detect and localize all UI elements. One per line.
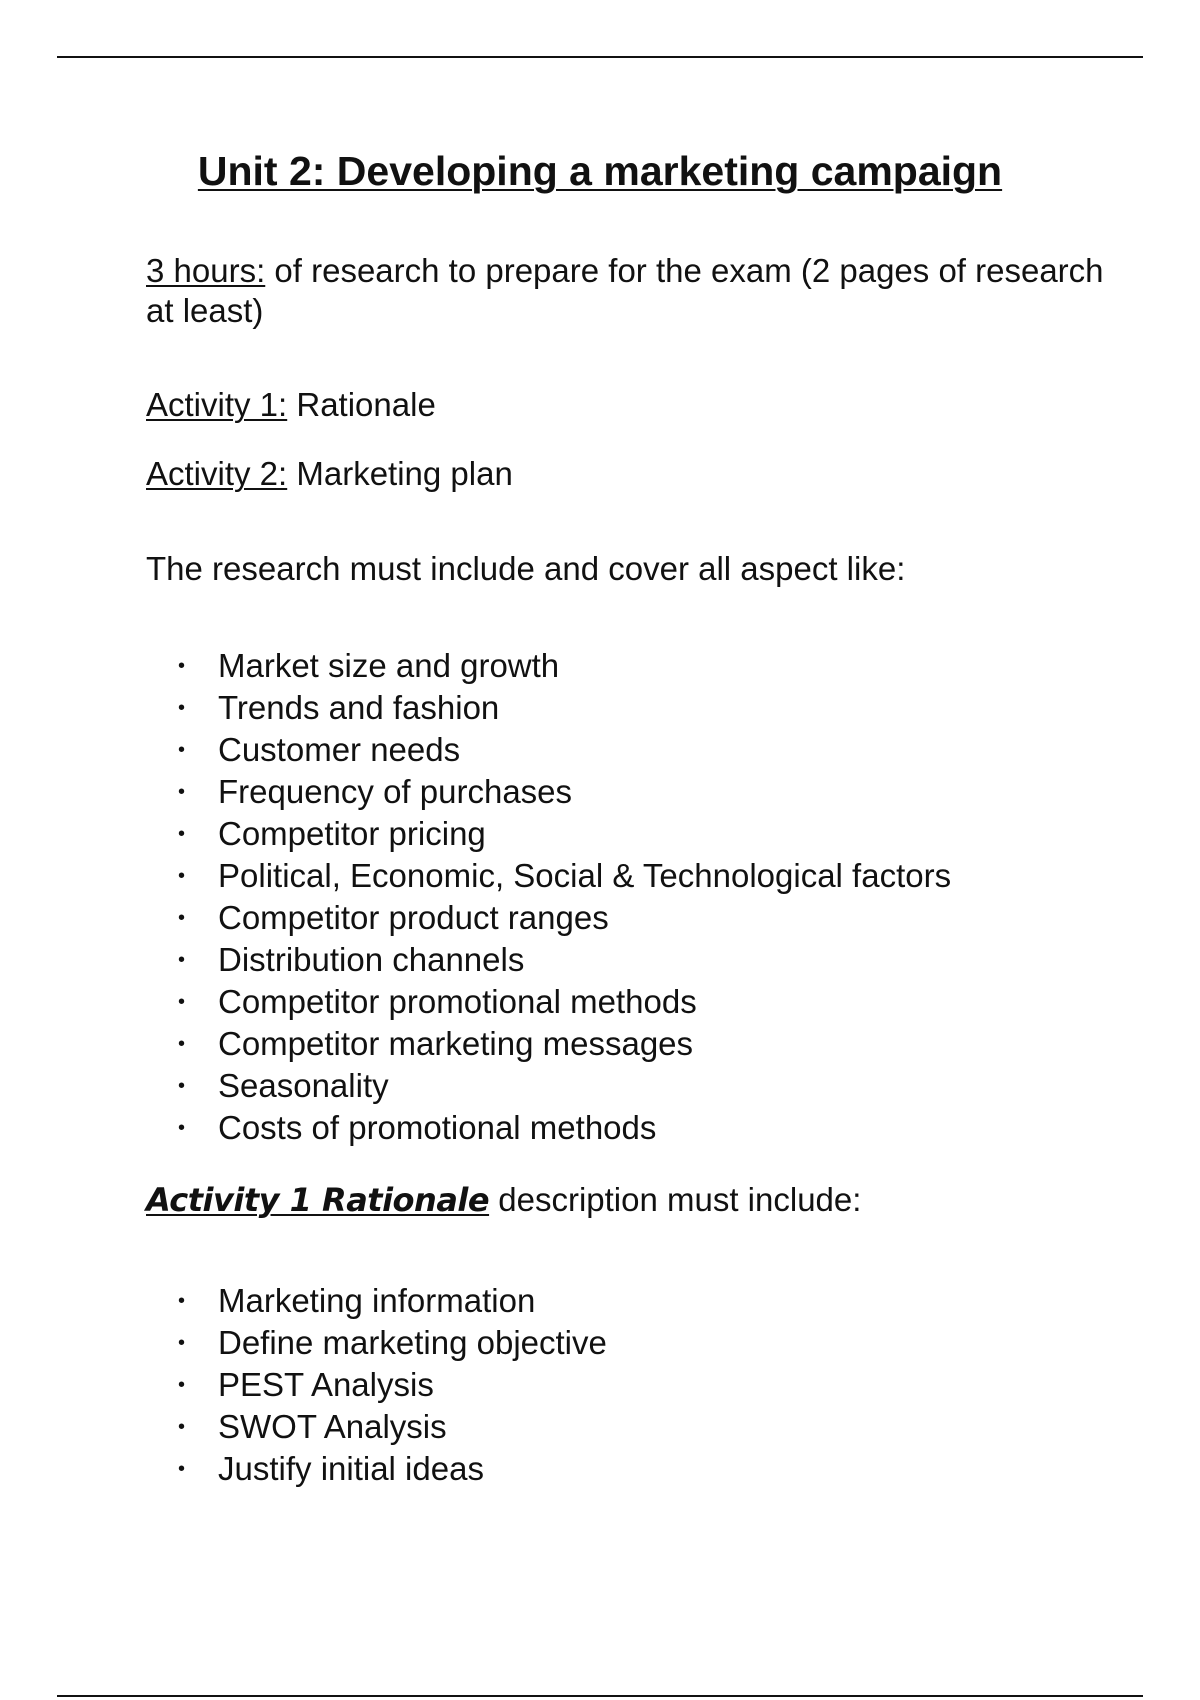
list-item: • PEST Analysis — [178, 1364, 607, 1406]
activity-2-text: Marketing plan — [287, 455, 513, 492]
list-item: • Justify initial ideas — [178, 1448, 607, 1490]
top-divider — [57, 56, 1143, 58]
list-item: • Trends and fashion — [178, 687, 951, 729]
bullet-icon: • — [178, 1075, 186, 1097]
bullet-icon: • — [178, 1374, 186, 1396]
research-intro: The research must include and cover all aspect like: — [146, 550, 906, 587]
list-item: • Customer needs — [178, 729, 951, 771]
bottom-divider — [57, 1695, 1143, 1697]
bullet-icon: • — [178, 1290, 186, 1312]
bullet-icon: • — [178, 991, 186, 1013]
bullet-icon: • — [178, 1416, 186, 1438]
hours-paragraph — [146, 251, 1106, 331]
bullet-icon: • — [178, 655, 186, 677]
list-item: • SWOT Analysis — [178, 1406, 607, 1448]
bullet-icon: • — [178, 739, 186, 761]
bullet-icon: • — [178, 823, 186, 845]
activity-2-label: Activity 2: — [146, 455, 288, 492]
bullet-icon: • — [178, 697, 186, 719]
hours-label: 3 hours: — [146, 252, 266, 289]
bullet-icon: • — [178, 1332, 186, 1354]
list-item: • Market size and growth — [178, 645, 951, 687]
list-item: • Define marketing objective — [178, 1322, 607, 1364]
list-item: • Competitor product ranges — [178, 897, 951, 939]
list-item: • Frequency of purchases — [178, 771, 951, 813]
bullet-icon: • — [178, 1033, 186, 1055]
rationale-label: Activity 1 Rationale — [146, 1181, 490, 1219]
hours-text: of research to prepare for the exam (2 pages of research at least) — [146, 252, 1104, 329]
research-list — [178, 645, 951, 1149]
list-item: • Seasonality — [178, 1065, 951, 1107]
page-title: Unit 2: Developing a marketing campaign — [197, 148, 1003, 194]
activity-1-line — [146, 385, 1106, 425]
bullet-icon: • — [178, 865, 186, 887]
list-item: • Political, Economic, Social & Technological factors — [178, 855, 951, 897]
list-item: • Costs of promotional methods — [178, 1107, 951, 1149]
list-item: • Competitor promotional methods — [178, 981, 951, 1023]
bullet-icon: • — [178, 949, 186, 971]
list-item: • Distribution channels — [178, 939, 951, 981]
bullet-icon: • — [178, 907, 186, 929]
list-item: • Competitor marketing messages — [178, 1023, 951, 1065]
bullet-icon: • — [178, 1117, 186, 1139]
rationale-text: description must include: — [489, 1181, 862, 1218]
bullet-icon: • — [178, 781, 186, 803]
list-item: • Competitor pricing — [178, 813, 951, 855]
activity-1-label: Activity 1: — [146, 386, 288, 423]
rationale-list — [178, 1280, 607, 1490]
rationale-heading — [146, 1180, 1106, 1220]
activity-1-text: Rationale — [287, 386, 436, 423]
list-item: • Marketing information — [178, 1280, 607, 1322]
bullet-icon: • — [178, 1458, 186, 1480]
activity-2-line — [146, 454, 1106, 494]
